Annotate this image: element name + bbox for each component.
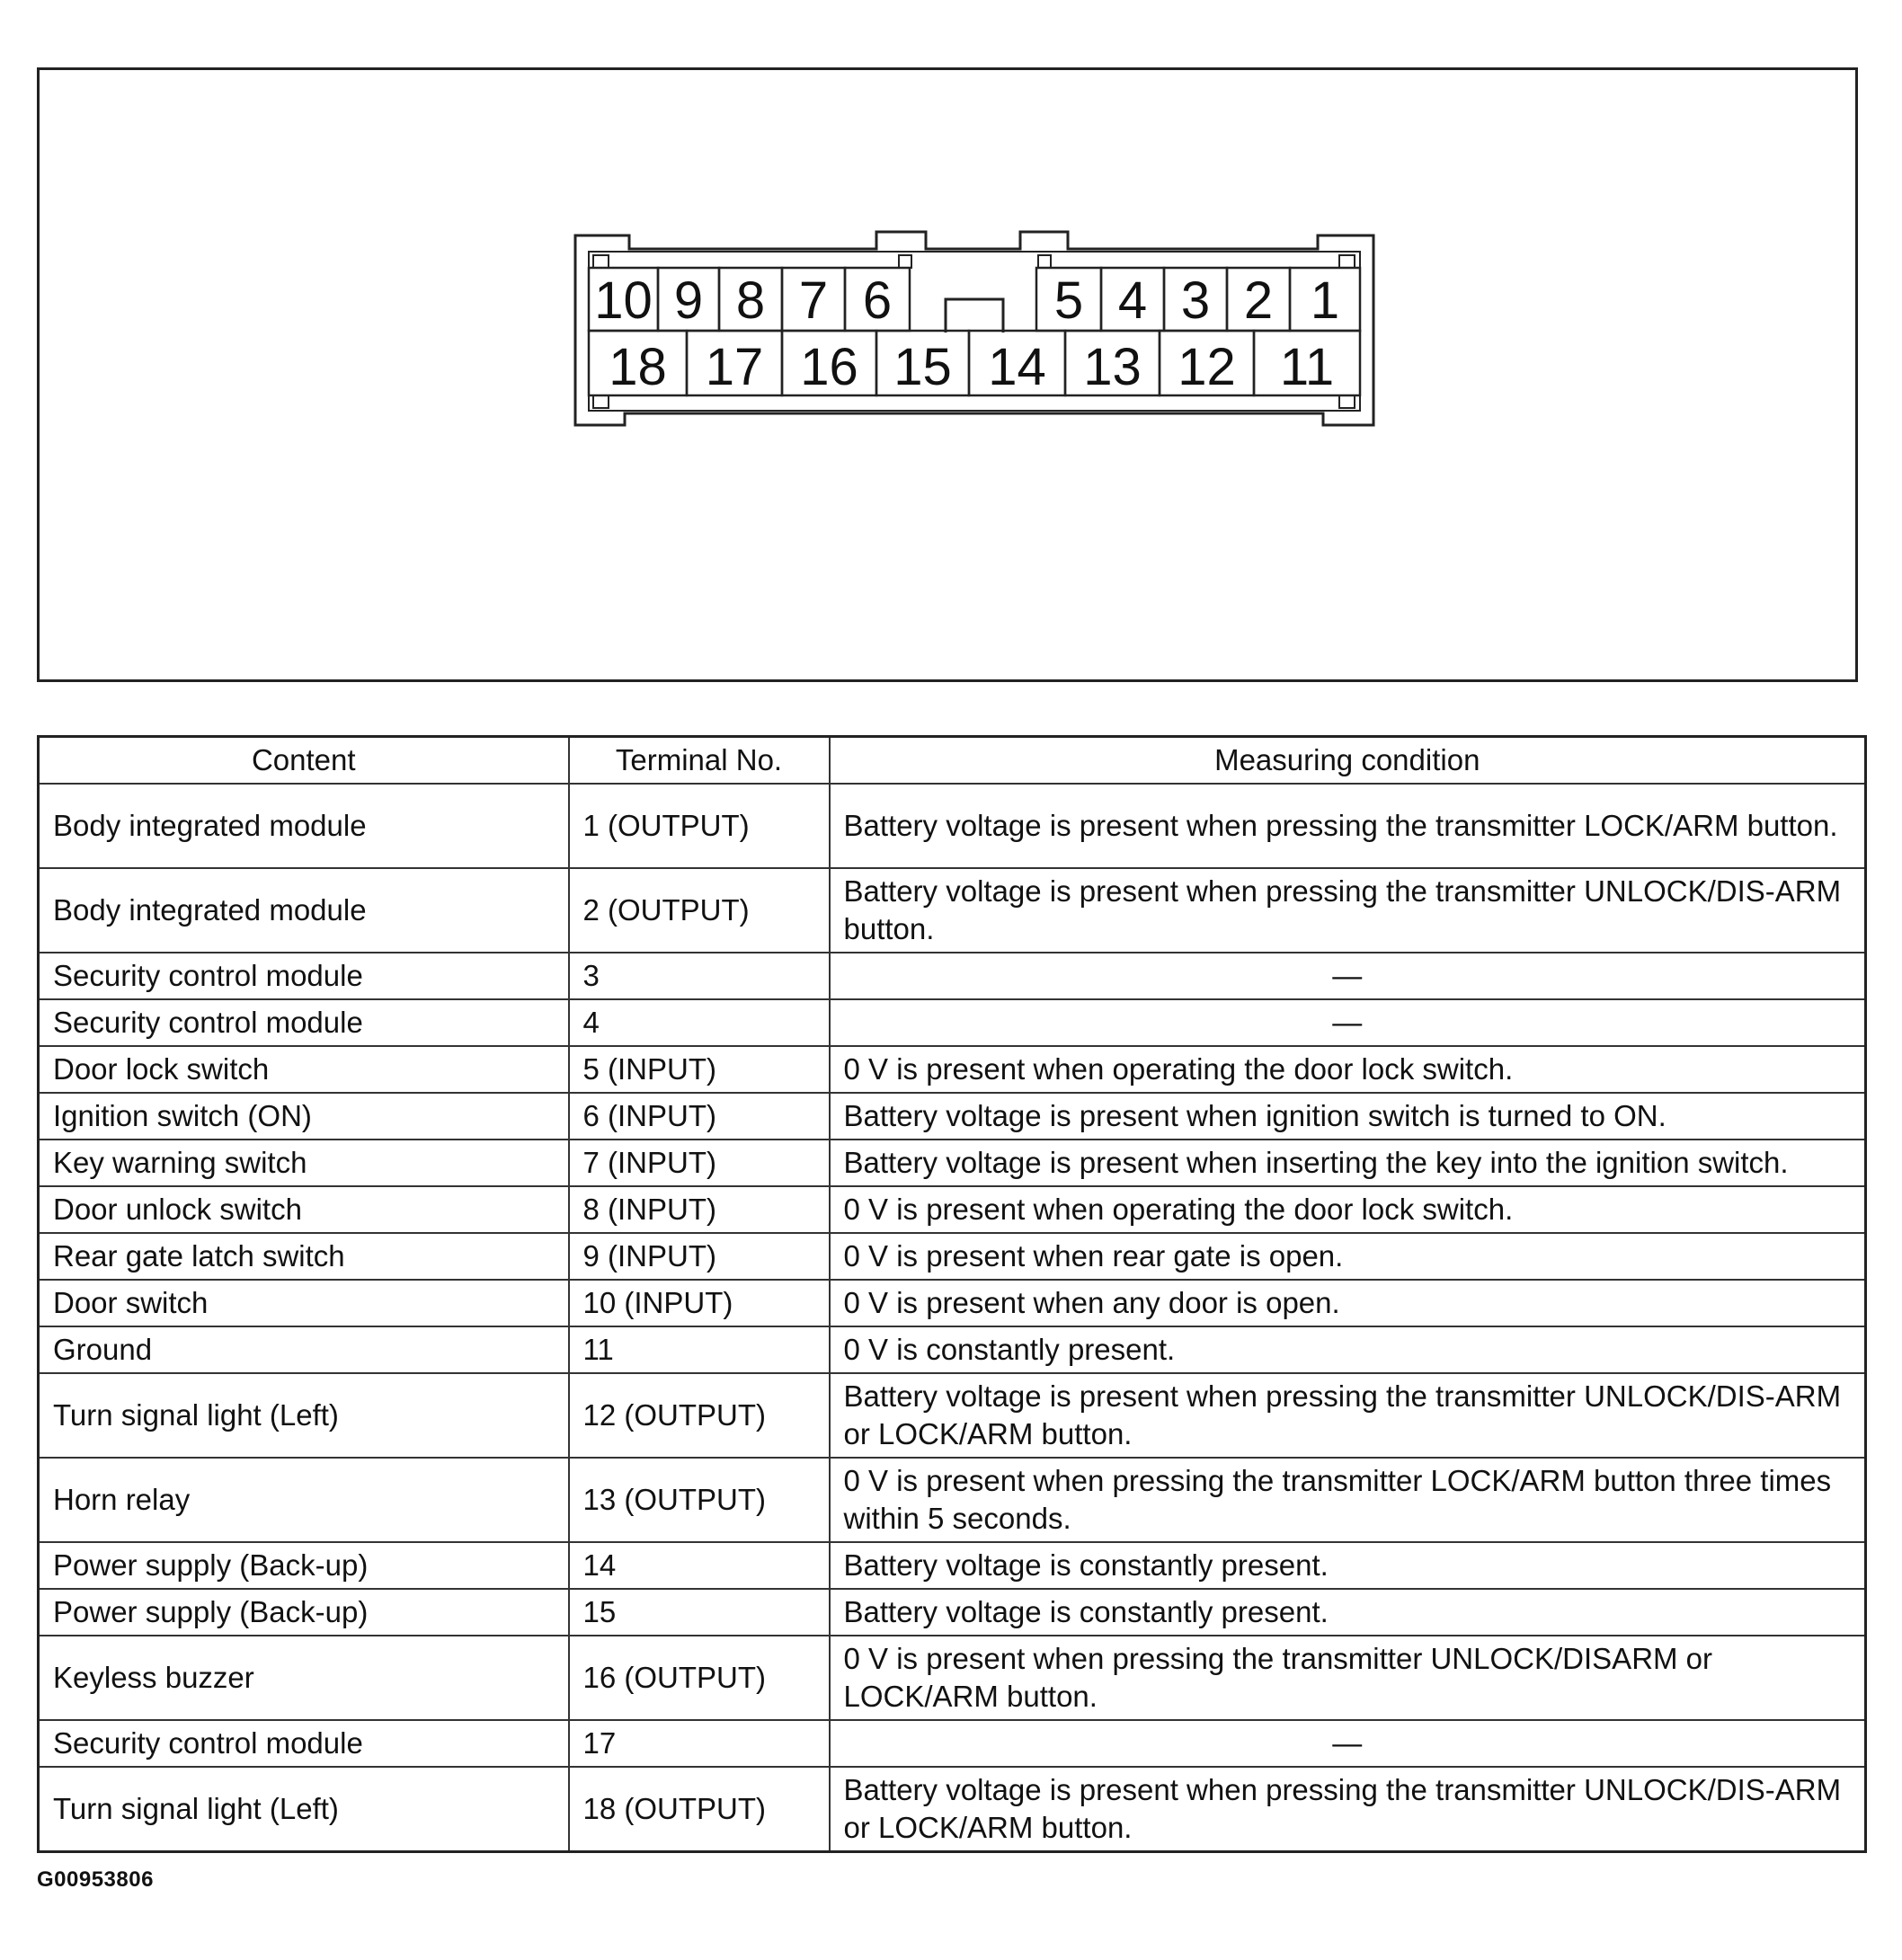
condition-cell: 0 V is present when any door is open. (830, 1280, 1866, 1326)
terminal-cell: 18 (OUTPUT) (569, 1767, 830, 1852)
pin-number: 18 (609, 338, 667, 396)
pin-number: 12 (1178, 338, 1236, 396)
content-cell: Keyless buzzer (39, 1636, 569, 1720)
content-cell: Turn signal light (Left) (39, 1767, 569, 1852)
condition-cell: — (830, 999, 1866, 1046)
pin-number: 7 (798, 271, 829, 330)
table-row (39, 1186, 1866, 1233)
content-cell: Horn relay (39, 1458, 569, 1542)
terminal-cell: 8 (INPUT) (569, 1186, 830, 1233)
terminal-cell: 11 (569, 1326, 830, 1373)
terminal-cell: 16 (OUTPUT) (569, 1636, 830, 1720)
terminal-cell: 12 (OUTPUT) (569, 1373, 830, 1458)
table-row (39, 1140, 1866, 1186)
table-row (39, 1636, 1866, 1720)
table-header-row (39, 737, 1866, 785)
content-cell: Power supply (Back-up) (39, 1589, 569, 1636)
terminal-cell: 10 (INPUT) (569, 1280, 830, 1326)
condition-cell: 0 V is constantly present. (830, 1326, 1866, 1373)
pin-number: 4 (1117, 271, 1148, 330)
condition-cell: Battery voltage is present when pressing the transmitter UNLOCK/DIS-ARM button. (830, 868, 1866, 953)
terminal-cell: 1 (OUTPUT) (569, 784, 830, 868)
condition-cell: Battery voltage is present when ignition switch is turned to ON. (830, 1093, 1866, 1140)
table-row (39, 1767, 1866, 1852)
terminal-cell: 15 (569, 1589, 830, 1636)
terminal-cell: 2 (OUTPUT) (569, 868, 830, 953)
pin-number: 16 (800, 338, 858, 396)
pin-number: 15 (893, 338, 952, 396)
pin-number: 14 (988, 338, 1046, 396)
table-row (39, 1458, 1866, 1542)
content-cell: Door switch (39, 1280, 569, 1326)
condition-cell: 0 V is present when pressing the transmitter LOCK/ARM button three times within 5 seconds. (830, 1458, 1866, 1542)
table-row (39, 999, 1866, 1046)
table-row (39, 1589, 1866, 1636)
table-row (39, 784, 1866, 868)
terminal-cell: 5 (INPUT) (569, 1046, 830, 1093)
header-content: Content (39, 737, 569, 785)
pin-number: 6 (862, 271, 893, 330)
condition-cell: Battery voltage is constantly present. (830, 1589, 1866, 1636)
header-terminal-no: Terminal No. (569, 737, 830, 785)
table-row (39, 1542, 1866, 1589)
condition-cell: Battery voltage is present when pressing the transmitter UNLOCK/DIS-ARM or LOCK/ARM button. (830, 1373, 1866, 1458)
content-cell: Security control module (39, 999, 569, 1046)
condition-cell: 0 V is present when pressing the transmitter UNLOCK/DISARM or LOCK/ARM button. (830, 1636, 1866, 1720)
table-row (39, 1720, 1866, 1767)
condition-cell: Battery voltage is present when pressing the transmitter UNLOCK/DIS-ARM or LOCK/ARM button. (830, 1767, 1866, 1852)
condition-cell: 0 V is present when operating the door lock switch. (830, 1186, 1866, 1233)
table-row (39, 953, 1866, 999)
table-row (39, 1046, 1866, 1093)
terminal-cell: 13 (OUTPUT) (569, 1458, 830, 1542)
table-row (39, 1373, 1866, 1458)
content-cell: Body integrated module (39, 784, 569, 868)
terminal-cell: 3 (569, 953, 830, 999)
connector-key-slot (946, 299, 1003, 333)
content-cell: Door unlock switch (39, 1186, 569, 1233)
content-cell: Security control module (39, 1720, 569, 1767)
terminal-cell: 9 (INPUT) (569, 1233, 830, 1280)
content-cell: Ground (39, 1326, 569, 1373)
pin-number: 10 (594, 271, 653, 330)
condition-cell: 0 V is present when operating the door lock switch. (830, 1046, 1866, 1093)
content-cell: Turn signal light (Left) (39, 1373, 569, 1458)
table-row (39, 1280, 1866, 1326)
content-cell: Ignition switch (ON) (39, 1093, 569, 1140)
pin-number: 2 (1243, 271, 1274, 330)
pin-number: 17 (705, 338, 764, 396)
pin-number: 9 (673, 271, 704, 330)
condition-cell: Battery voltage is present when inserting the key into the ignition switch. (830, 1140, 1866, 1186)
condition-cell: Battery voltage is constantly present. (830, 1542, 1866, 1589)
content-cell: Power supply (Back-up) (39, 1542, 569, 1589)
figure-id: G00953806 (37, 1867, 154, 1892)
pin-number: 3 (1180, 271, 1211, 330)
content-cell: Security control module (39, 953, 569, 999)
terminal-cell: 17 (569, 1720, 830, 1767)
terminal-cell: 6 (INPUT) (569, 1093, 830, 1140)
condition-cell: — (830, 1720, 1866, 1767)
terminal-cell: 4 (569, 999, 830, 1046)
pin-number: 13 (1083, 338, 1142, 396)
pin-number: 1 (1310, 271, 1340, 330)
condition-cell: 0 V is present when rear gate is open. (830, 1233, 1866, 1280)
terminal-table (37, 735, 1867, 1853)
table-row (39, 1233, 1866, 1280)
content-cell: Rear gate latch switch (39, 1233, 569, 1280)
content-cell: Key warning switch (39, 1140, 569, 1186)
condition-cell: Battery voltage is present when pressing the transmitter LOCK/ARM button. (830, 784, 1866, 868)
content-cell: Door lock switch (39, 1046, 569, 1093)
condition-cell: — (830, 953, 1866, 999)
table-row (39, 868, 1866, 953)
pin-number: 11 (1279, 338, 1335, 396)
pin-number: 8 (735, 271, 766, 330)
terminal-cell: 7 (INPUT) (569, 1140, 830, 1186)
table-row (39, 1326, 1866, 1373)
table-row (39, 1093, 1866, 1140)
content-cell: Body integrated module (39, 868, 569, 953)
pin-number: 5 (1053, 271, 1084, 330)
connector-diagram (0, 0, 1902, 719)
header-measuring-condition: Measuring condition (830, 737, 1866, 785)
terminal-cell: 14 (569, 1542, 830, 1589)
